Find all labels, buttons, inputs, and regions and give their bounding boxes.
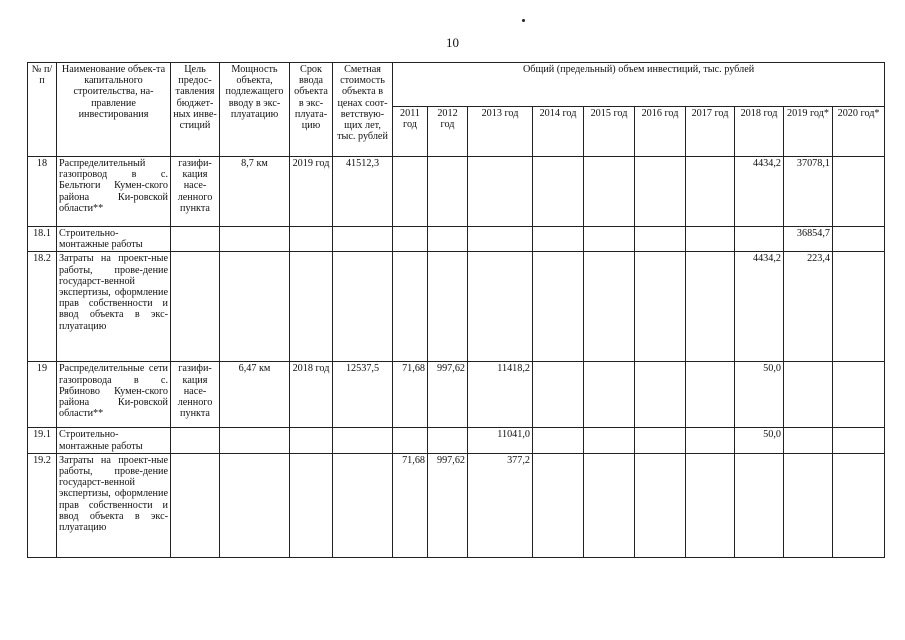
row-capacity <box>220 453 290 557</box>
row-year-value <box>584 362 635 428</box>
row-name: Затраты на проект-ные работы, прове-дение государст-венной экспертизы, оформление прав собственности и ввод объекта в экс-плуатацию <box>57 453 171 557</box>
row-name: Строительно-монтажные работы <box>57 428 171 453</box>
row-year-value: 377,2 <box>468 453 533 557</box>
row-purpose <box>171 453 220 557</box>
row-year-value <box>833 362 885 428</box>
row-term: 2018 год <box>290 362 333 428</box>
row-year-value <box>735 453 784 557</box>
row-year-value: 11418,2 <box>468 362 533 428</box>
header-total-investment: Общий (предельный) объем инвестиций, тыс. рублей <box>393 63 885 107</box>
row-year-value: 37078,1 <box>784 157 833 227</box>
row-year-value: 223,4 <box>784 252 833 362</box>
row-num: 18 <box>28 157 57 227</box>
row-purpose <box>171 252 220 362</box>
row-year-value <box>584 453 635 557</box>
row-year-value <box>428 252 468 362</box>
row-num: 18.2 <box>28 252 57 362</box>
header-year: 2015 год <box>584 107 635 157</box>
row-year-value <box>533 227 584 252</box>
table-row <box>28 428 885 453</box>
row-term: 2019 год <box>290 157 333 227</box>
header-year: 2014 год <box>533 107 584 157</box>
row-estimate: 12537,5 <box>333 362 393 428</box>
row-term <box>290 252 333 362</box>
table-row <box>28 453 885 557</box>
row-capacity: 8,7 км <box>220 157 290 227</box>
table-body <box>28 157 885 558</box>
row-year-value <box>686 428 735 453</box>
row-capacity <box>220 428 290 453</box>
row-name: Строительно-монтажные работы <box>57 227 171 252</box>
header-year: 2020 год* <box>833 107 885 157</box>
row-year-value <box>584 428 635 453</box>
row-year-value <box>533 428 584 453</box>
investment-table <box>27 62 885 558</box>
row-year-value <box>635 227 686 252</box>
row-year-value <box>468 227 533 252</box>
row-year-value <box>468 252 533 362</box>
row-year-value <box>393 157 428 227</box>
header-capacity: Мощность объекта, подлежащего вводу в экс-плуатацию <box>220 63 290 157</box>
row-year-value <box>428 227 468 252</box>
row-num: 18.1 <box>28 227 57 252</box>
row-year-value: 997,62 <box>428 362 468 428</box>
row-year-value <box>635 157 686 227</box>
header-year: 2012 год <box>428 107 468 157</box>
row-year-value: 50,0 <box>735 362 784 428</box>
row-year-value <box>533 252 584 362</box>
row-year-value <box>833 157 885 227</box>
row-year-value <box>784 453 833 557</box>
row-purpose <box>171 227 220 252</box>
row-estimate <box>333 252 393 362</box>
row-year-value: 11041,0 <box>468 428 533 453</box>
row-capacity <box>220 252 290 362</box>
header-term: Срок ввода объекта в экс-плуата-цию <box>290 63 333 157</box>
row-num: 19.2 <box>28 453 57 557</box>
row-year-value <box>533 157 584 227</box>
row-capacity <box>220 227 290 252</box>
header-year: 2018 год <box>735 107 784 157</box>
table-row <box>28 157 885 227</box>
row-year-value <box>833 428 885 453</box>
table-row <box>28 227 885 252</box>
row-year-value <box>468 157 533 227</box>
row-year-value <box>533 453 584 557</box>
row-name: Затраты на проект-ные работы, прове-дение государст-венной экспертизы, оформление прав собственности и ввод объекта в экс-плуатацию <box>57 252 171 362</box>
row-name: Распределительный газопровод в с. Бельтюги Кумен-ского района Ки-ровской области** <box>57 157 171 227</box>
row-year-value <box>635 252 686 362</box>
scan-speck <box>522 19 525 22</box>
row-name: Распределительные сети газопровода в с. Рябиново Кумен-ского района Ки-ровской области** <box>57 362 171 428</box>
row-term <box>290 227 333 252</box>
row-year-value <box>686 362 735 428</box>
table-row <box>28 362 885 428</box>
row-year-value: 71,68 <box>393 362 428 428</box>
row-term <box>290 428 333 453</box>
row-year-value: 4434,2 <box>735 157 784 227</box>
row-year-value <box>428 428 468 453</box>
header-estimate: Сметная стоимость объекта в ценах соот-ветствую-щих лет, тыс. рублей <box>333 63 393 157</box>
row-year-value <box>533 362 584 428</box>
page-number: 10 <box>446 35 459 50</box>
row-year-value <box>584 227 635 252</box>
header-year: 2011 год <box>393 107 428 157</box>
row-estimate <box>333 227 393 252</box>
row-estimate <box>333 428 393 453</box>
row-year-value <box>784 362 833 428</box>
row-year-value <box>686 453 735 557</box>
row-year-value <box>393 227 428 252</box>
row-year-value <box>635 453 686 557</box>
row-estimate: 41512,3 <box>333 157 393 227</box>
row-year-value: 4434,2 <box>735 252 784 362</box>
header-year: 2019 год* <box>784 107 833 157</box>
header-purpose: Цель предос-тавления бюджет-ных инве-стиций <box>171 63 220 157</box>
row-year-value <box>584 157 635 227</box>
row-year-value <box>784 428 833 453</box>
row-purpose: газифи-кация насе-ленного пункта <box>171 157 220 227</box>
row-term <box>290 453 333 557</box>
row-year-value: 50,0 <box>735 428 784 453</box>
header-num: № п/п <box>28 63 57 157</box>
row-year-value <box>584 252 635 362</box>
row-year-value <box>833 453 885 557</box>
row-year-value <box>686 252 735 362</box>
row-estimate <box>333 453 393 557</box>
row-year-value <box>393 252 428 362</box>
row-year-value: 36854,7 <box>784 227 833 252</box>
row-year-value <box>735 227 784 252</box>
row-capacity: 6,47 км <box>220 362 290 428</box>
row-year-value <box>686 227 735 252</box>
row-purpose <box>171 428 220 453</box>
row-year-value <box>686 157 735 227</box>
row-purpose: газифи-кация насе-ленного пункта <box>171 362 220 428</box>
header-year: 2013 год <box>468 107 533 157</box>
row-year-value <box>635 362 686 428</box>
header-year: 2016 год <box>635 107 686 157</box>
row-year-value <box>635 428 686 453</box>
row-year-value <box>833 227 885 252</box>
table-row <box>28 252 885 362</box>
row-year-value <box>393 428 428 453</box>
row-year-value <box>428 157 468 227</box>
row-year-value: 71,68 <box>393 453 428 557</box>
row-year-value <box>833 252 885 362</box>
header-year: 2017 год <box>686 107 735 157</box>
row-num: 19 <box>28 362 57 428</box>
row-year-value: 997,62 <box>428 453 468 557</box>
header-name: Наименование объек-та капитального строительства, на-правление инвестирования <box>57 63 171 157</box>
row-num: 19.1 <box>28 428 57 453</box>
